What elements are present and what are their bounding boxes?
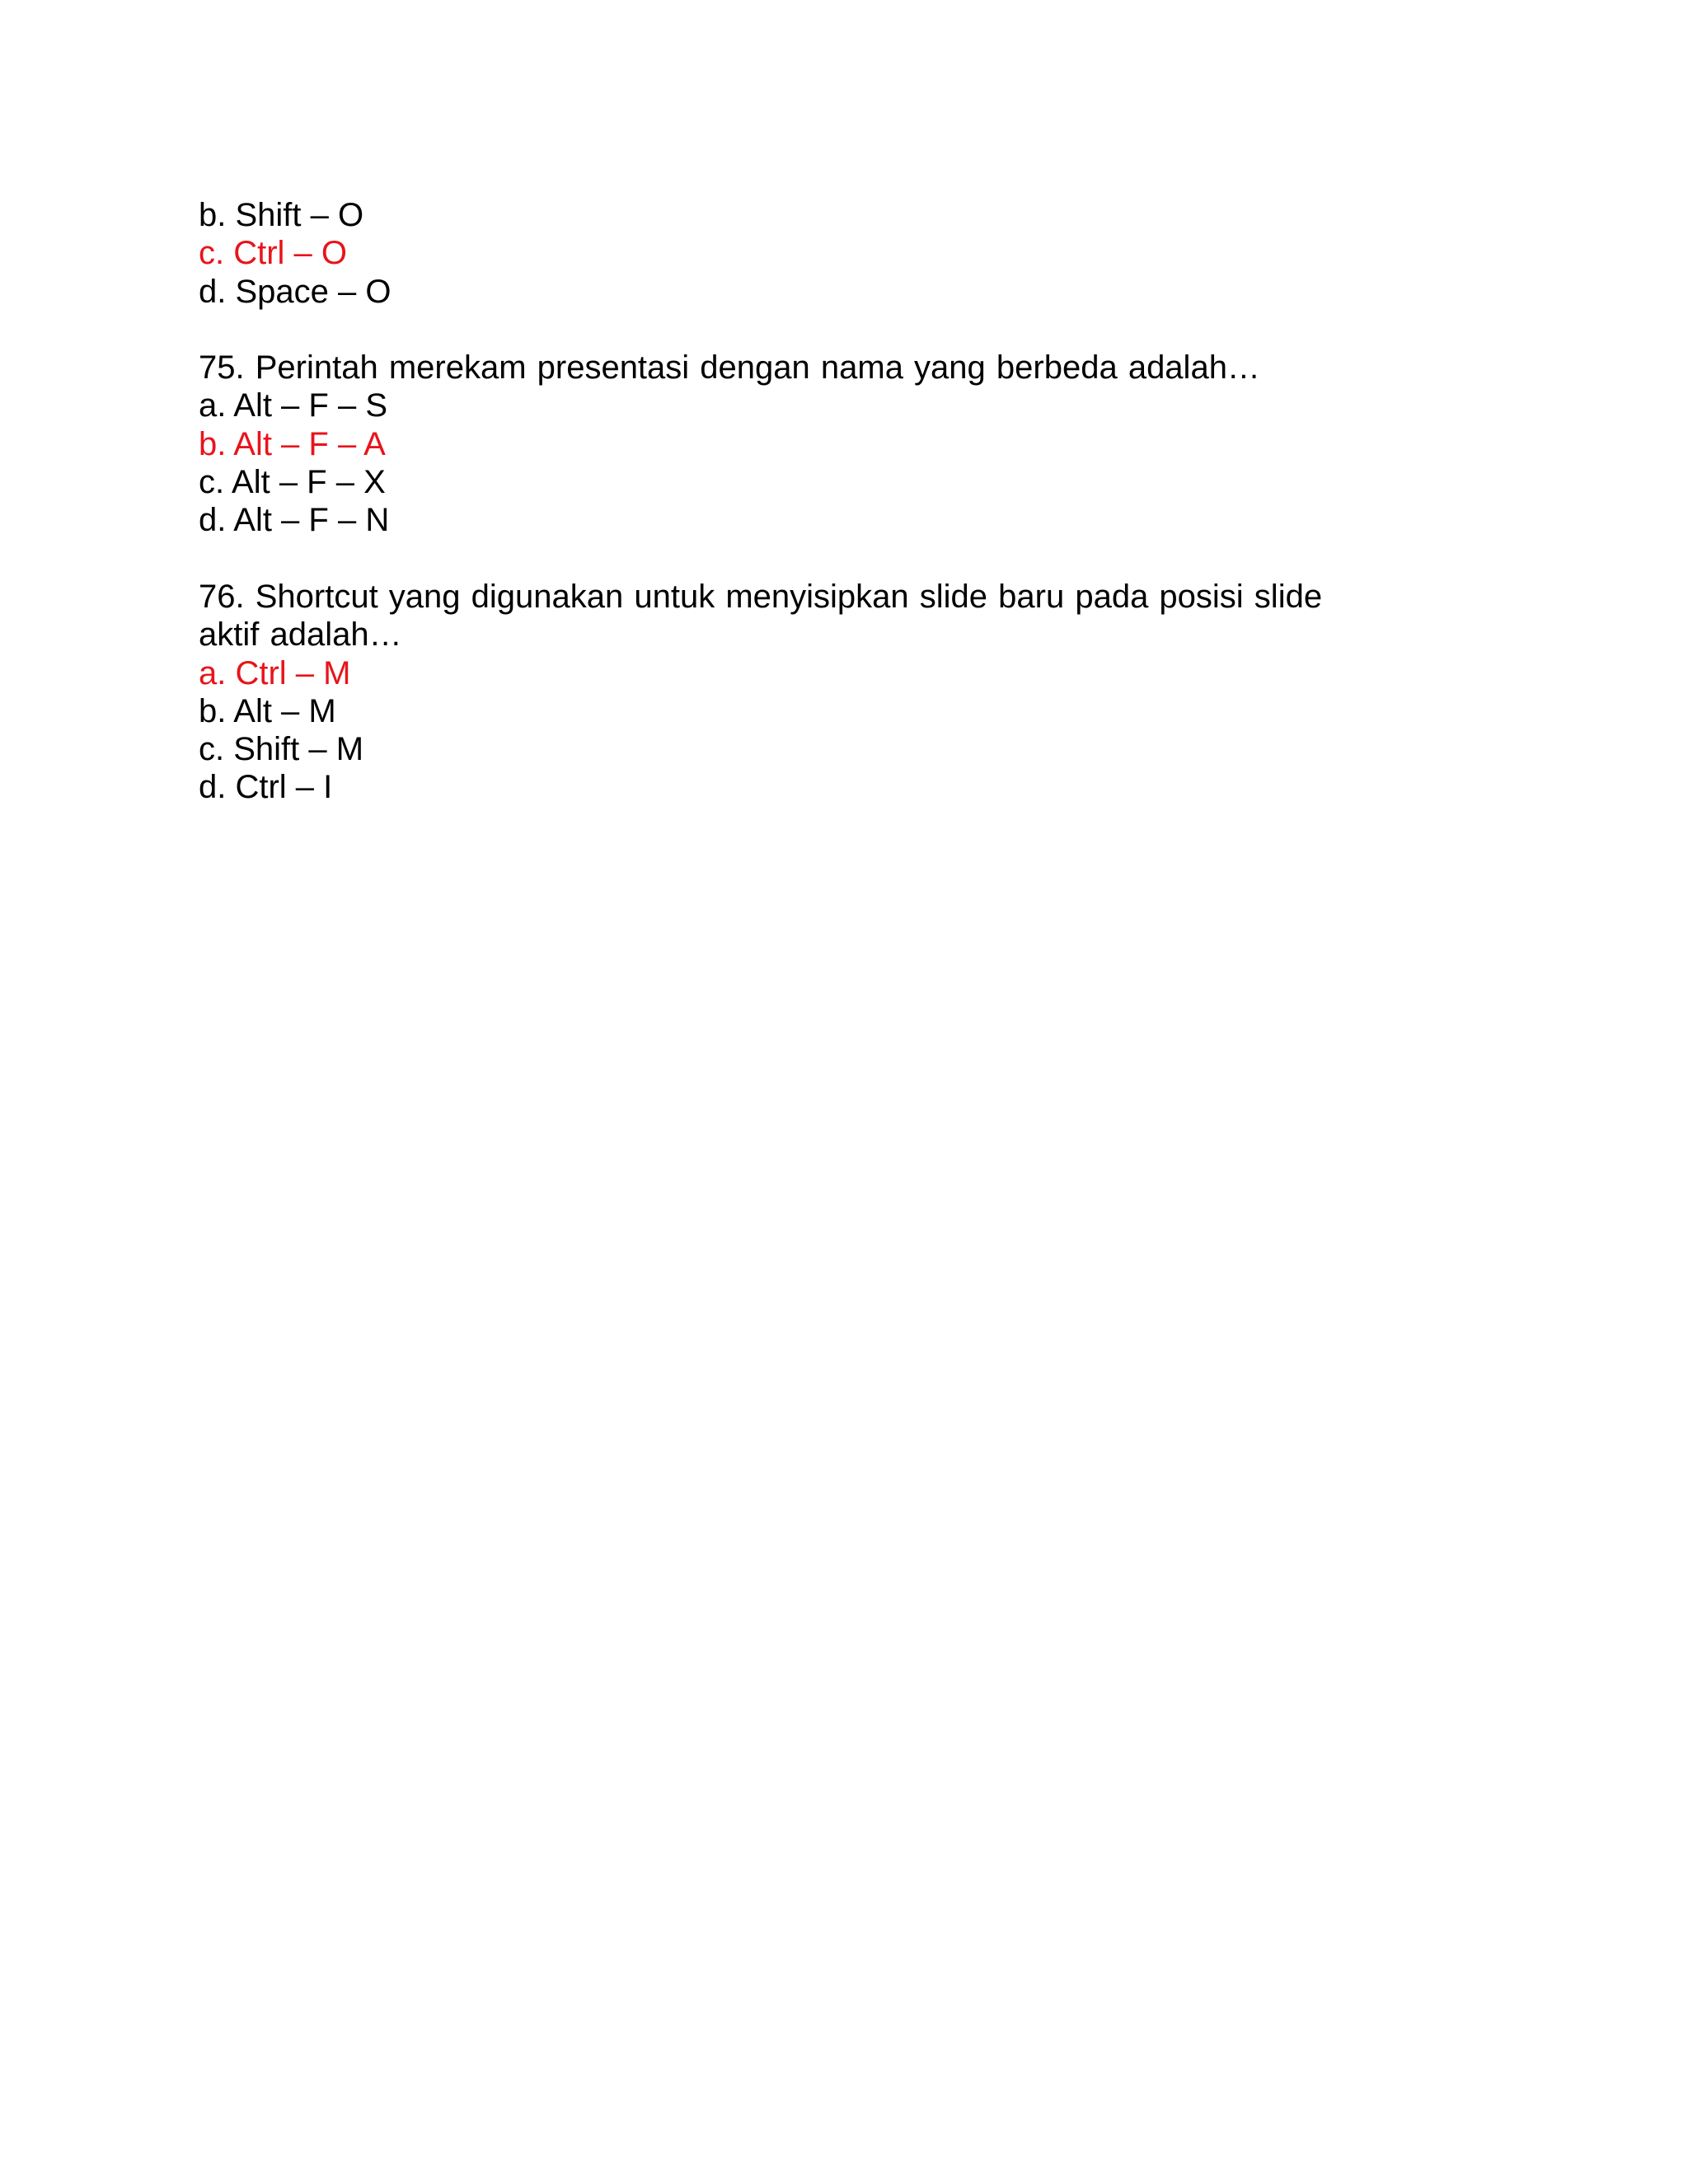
option-d: d. Space – O xyxy=(199,273,392,310)
question-block-74-continued xyxy=(199,196,1435,311)
option-c: c. Alt – F – X xyxy=(199,464,386,501)
option-d: d. Alt – F – N xyxy=(199,502,390,539)
option-c-correct-answer: c. Ctrl – O xyxy=(199,235,348,272)
option-b-correct-answer: b. Alt – F – A xyxy=(199,425,386,462)
option-a-correct-answer: a. Ctrl – M xyxy=(199,654,351,691)
question-75-text: 75. Perintah merekam presentasi dengan nama yang berbeda adalah… xyxy=(199,349,1260,387)
option-c: c. Shift – M xyxy=(199,731,364,768)
option-d: d. Ctrl – I xyxy=(199,769,333,806)
option-b: b. Shift – O xyxy=(199,197,364,233)
question-block-75 xyxy=(199,349,1435,539)
option-b: b. Alt – M xyxy=(199,692,336,729)
question-76-text: 76. Shortcut yang digunakan untuk menyisipkan slide baru pada posisi slide aktif adalah… xyxy=(199,578,1334,654)
option-a: a. Alt – F – S xyxy=(199,387,388,424)
quiz-content xyxy=(199,196,1435,807)
question-block-76 xyxy=(199,578,1435,807)
